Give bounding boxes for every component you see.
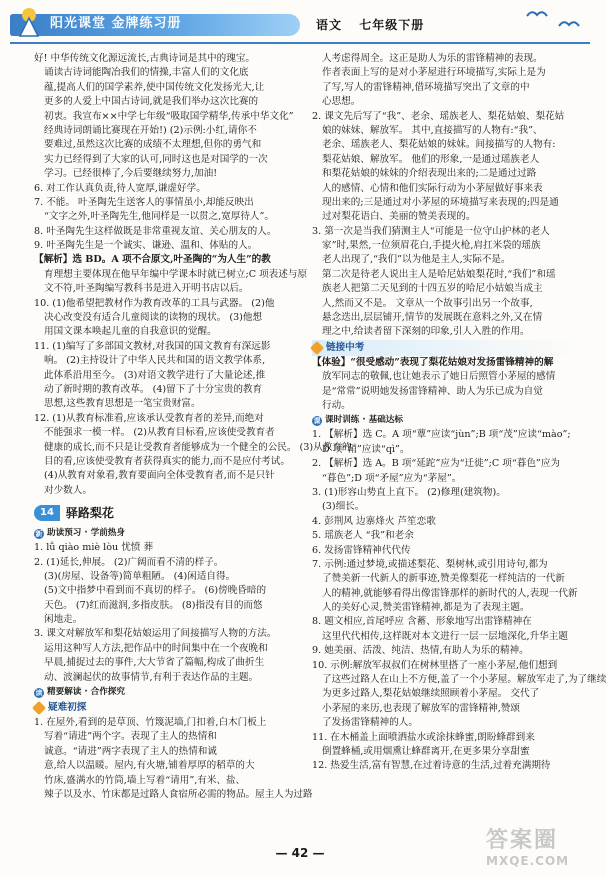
- diamond-icon: [310, 341, 324, 355]
- text-line: 动、波澜起伏的故事情节,有利于表达作品的主题。: [44, 671, 259, 683]
- text-line: 是“常常”说明她发扬雷锋精神、助人为乐已成为自觉: [322, 385, 543, 397]
- answers-top-block: [312, 52, 578, 340]
- answer-item: 12. 热爱生活,富有智慧,在过着诗意的生活,过着充满期待: [312, 760, 551, 772]
- answer-item: 10. (1)他希望把教材作为教育改革的工具与武器。 (2)他: [34, 297, 275, 309]
- text-line: (3)细长。: [322, 501, 365, 513]
- text-line: 育理想主要体现在他早年编中学课本时就已树立;C 项表述与原: [44, 268, 308, 280]
- bird-icon: [526, 8, 548, 20]
- header-rule: [10, 42, 590, 44]
- text-line: 行动。: [322, 399, 351, 411]
- grade-label: 七年级下册: [359, 18, 425, 32]
- text-line: 目的看,应该使受教育者获得真实的能力,而不是应付考试。: [44, 455, 290, 467]
- site-watermark: [486, 828, 590, 872]
- right-column: [312, 52, 606, 774]
- text-line: 了这些过路人在山上不方便,盖了一个小茅屋。解放军走了,为了继续: [322, 674, 606, 686]
- answer-item: 1. 在屋外,看到的是草顶、竹篾泥墙,门扣着,白木门板上: [34, 717, 267, 729]
- text-line: 实力已经得到了大家的认可,同时这也是对国学的一次: [44, 153, 268, 165]
- text-line: 人的美好心灵,赞美雷锋精神,都是为了表现主题。: [322, 602, 530, 614]
- text-line: 用国文课本唤起儿童的自我意识的觉醒。: [44, 326, 217, 338]
- section-heading-preview: [34, 526, 300, 541]
- text-line: 为更多过路人,梨花姑娘继续照顾着小茅屋。 交代了: [322, 688, 540, 700]
- text-line: 了写,写人的雷锋精神,借环境描写突出了文章的中: [322, 81, 530, 93]
- subsection-heading-doubt: [34, 700, 300, 716]
- text-line: 要难过,虽然这次比赛的成绩不太理想,但你的勇气和: [44, 139, 262, 151]
- text-line: (4)从教育对象看,教育要面向全体受教育者,而不是只针: [44, 470, 275, 482]
- section-heading-practice: [312, 413, 578, 428]
- answer-item: 6. 对工作认真负责,待人宽厚,谦虚好学。: [34, 182, 206, 194]
- text-line: 不能强求一模一样。 (2)从教育目标看,应该使受教育者: [44, 427, 275, 439]
- text-line: 小茅屋的来历,也表现了解放军的雷锋精神,赞颂: [322, 702, 520, 714]
- text-line: 思想,这些教育思想是一笔宝贵财富。: [44, 398, 201, 410]
- text-line: 初衷。我宣布××中学七年级“吸取国学精华,传承中华文化”: [44, 110, 294, 122]
- text-line: 和梨花姑娘的妹妹的介绍表现出来的;二是通过过路: [322, 168, 537, 180]
- text-line: 老余、瑶族老人、梨花姑娘的妹妹。间接描写的人物有:: [322, 139, 556, 151]
- bird-icon: [558, 18, 580, 30]
- answer-item: 1. lǚ qiào miè lòu 忧愤 葬: [34, 542, 154, 554]
- text-line: 决心改变没有适合儿童阅读的读物的现状。 (3)他想: [44, 312, 263, 324]
- text-line: 了发扬雷锋精神的人。: [322, 717, 418, 729]
- answer-item: 4. 彭荆风 边寨烽火 芦笙恋歌: [312, 515, 436, 527]
- answer-item: 9. 她美丽、活泼、纯洁、热情,有助人为乐的精神。: [312, 645, 529, 657]
- text-line: 运用这种写人方法,把作品中的时间集中在一个夜晚和: [44, 642, 268, 654]
- text-line: 老人出现了,“我们”以为他是主人,实际不是。: [322, 254, 511, 266]
- text-line: 更多的人爱上中国古诗词,就是我们举办这次比赛的: [44, 96, 259, 108]
- section-label: 助读预习 · 学前热身: [47, 528, 125, 539]
- text-line: 放军同志的敬佩,也让她表示了她日后照管小茅屋的感情: [322, 371, 556, 383]
- analysis-line: 【解析】选 BD。A 项不合原文,叶圣陶的“为人生”的教: [34, 254, 271, 266]
- text-line: 人的精神,就能够看得出像雷锋那样的新时代的人,表现一代新: [322, 587, 578, 599]
- subsection-label: 链接中考: [326, 341, 365, 353]
- section-label: 课时训练 · 基础达标: [325, 415, 403, 426]
- page-header-banner: [10, 6, 590, 40]
- watermark-top-text: 答案圈: [486, 828, 559, 853]
- answer-item: 3. 第一次是当我们猜测主人“可能是一位守山护林的老人: [312, 225, 550, 237]
- answer-item: 7. 示例:通过梦境,或描述梨花、梨树林,或引用诗句,都为: [312, 558, 548, 570]
- text-line: 第二次是待老人说出主人是哈尼姑娘梨花时,“我们”和瑶: [322, 268, 556, 280]
- text-line: 健康的成长,而不只是让受教育者能够成为一个健全的公民。 (3)从教育的: [44, 441, 352, 453]
- text-line: 过对梨花语白、美丽的赞美表现的。: [322, 211, 476, 223]
- practice-answers-block: [312, 428, 606, 773]
- text-line: 竹床,盛满水的竹筒,墙上写着“请用”,有米、盐、: [44, 774, 246, 786]
- answer-item: 2. 【解析】选 A。B 项“延跎”应为“迁徙”;C 项“暮色”应为: [312, 458, 561, 470]
- section-heading-reading: [34, 685, 300, 700]
- answer-item: 12. (1)从教育标准看,应该承认受教育者的差异,而绝对: [34, 412, 264, 424]
- text-line: 闲地走。: [44, 614, 83, 626]
- text-line: 人,然而又不是。 文章从一个故事引出另一个故事,: [322, 297, 533, 309]
- link-answers-block: [312, 356, 578, 414]
- preview-answers-block: [34, 541, 300, 685]
- doubt-answers-block: [34, 716, 313, 802]
- text-line: “暮色”;D 项“矛屋”应为“茅屋”。: [322, 472, 462, 484]
- section-badge-icon: 课: [313, 416, 321, 425]
- text-line: 人考虑得周全。这正是助人为乐的雷锋精神的表现。: [322, 53, 543, 64]
- series-title: 阳光课堂 金牌练习册: [50, 16, 182, 31]
- text-line: (5)文中指梦中看到而不真切的样子。 (6)傍晚昏暗的: [44, 585, 267, 597]
- subject-label: 语文: [316, 18, 343, 32]
- experience-line: 【体验】“很受感动”表现了梨花姑娘对发扬雷锋精神的解: [312, 356, 554, 368]
- answer-item: 10. 示例:解放军叔叔们在树林里搭了一座小茅屋,他们想到: [312, 659, 558, 671]
- text-line: 经典诗词朗诵比赛现在开始!) (2)示例:小红,请你不: [44, 124, 257, 136]
- text-line: D 项“鞘”应读“qì”。: [322, 443, 410, 455]
- section-label: 精要解读 · 合作探究: [47, 687, 125, 698]
- section-badge-icon: 读: [35, 688, 43, 697]
- text-line: 作者表面上写的是对小茅屋进行环境描写,实际上是为: [322, 67, 546, 79]
- text-line: 悬念迭出,层层铺开,情节的发展既在意料之外,又在情: [322, 312, 543, 324]
- answer-item: 3. (1)形容山势直上直下。 (2)修理(建筑物)。: [312, 486, 506, 498]
- text-line: 好! 中华传统文化源远流长,古典诗词是其中的瑰宝。: [34, 53, 256, 64]
- text-line: 文不符,叶圣陶编写教科书是进入开明书店以后。: [44, 283, 249, 295]
- answer-item: 2. 课文先后写了“我”、老余、瑶族老人、梨花姑娘、梨花姑: [312, 110, 565, 122]
- answer-item: 3. 课文对解放军和梨花姑娘运用了间接描写人物的方法。: [34, 628, 277, 640]
- answer-item: 9. 叶圣陶先生是一个诚实、谦逊、温和、体贴的人。: [34, 240, 258, 252]
- page-number: — 42 —: [275, 846, 325, 860]
- text-line: 动了新时期的教育改革。 (4)留下了十分宝贵的教育: [44, 383, 263, 395]
- text-line: 诵读古诗词能陶冶我们的情操,丰富人们的文化底: [44, 67, 249, 79]
- subsection-heading-link: [312, 340, 578, 356]
- answer-item: 7. 不能。 叶圣陶先生送客人的事情虽小,却能反映出: [34, 196, 254, 208]
- text-line: 蕴,提高人们的国学素养,使中国传统文化发扬光大,让: [44, 81, 265, 93]
- section-badge-icon: 新: [35, 529, 43, 538]
- text-line: 家”时,果然,一位须眉花白,手提火枪,肩扛米袋的瑶族: [322, 240, 541, 252]
- subsection-label: 疑难初探: [48, 702, 87, 714]
- answer-item: 8. 题文相应,首尾呼应 含蓄、形象地写出雷锋精神在: [312, 616, 532, 628]
- header-subject-grade: [316, 18, 436, 32]
- lesson-number-badge: 14: [34, 505, 60, 521]
- text-line: 心思想。: [322, 96, 361, 108]
- diamond-icon: [32, 701, 46, 715]
- text-line: (3)(房屋、设备等)简单粗陋。 (4)闲适自得。: [44, 570, 236, 582]
- text-line: 了赞美新一代新人的新事迹,赞美像梨花一样纯洁的一代新: [322, 573, 565, 585]
- text-line: 对少数人。: [44, 484, 92, 496]
- lesson-title: 驿路梨花: [65, 505, 114, 520]
- text-line: 写着“请进”两个字。表现了主人的热情和: [44, 731, 217, 743]
- answers-top-block: [34, 52, 300, 253]
- text-line: 天色。 (7)红而滋润,多指皮肤。 (8)指没有目的而悠: [44, 599, 263, 611]
- text-line: 倒置蜂桶,或用烟熏让蜂群离开,在更多果分享甜蜜: [322, 745, 530, 757]
- sun-sail-logo-icon: [16, 6, 42, 38]
- text-line: 早晨,捕捉过去的事件,大大节省了篇幅,构成了曲折生: [44, 657, 265, 669]
- answer-item: 11. (1)编写了多部国文教材,对我国的国文教育有深远影: [34, 340, 271, 352]
- text-line: “文字之外,叶圣陶先生,他同样是一以贯之,宽厚待人”。: [44, 211, 275, 223]
- lesson-heading: [34, 502, 300, 524]
- answer-item: 2. (1)延长,伸展。 (2)广阔而看不清的样子。: [34, 556, 224, 568]
- answer-item: 5. 瑶族老人 “我”和老余: [312, 530, 414, 542]
- text-line: 此体系沿用至今。 (3)对语文教学进行了大量论述,推: [44, 369, 266, 381]
- text-line: 学习。已经很棒了,今后要继续努力,加油!: [44, 168, 218, 180]
- text-line: 现出来的;三是通过对小茅屋的环境描写来表现的;四是通: [322, 196, 559, 208]
- text-line: 这里代代相传,这样既对本文进行一层一层地深化,升华主题: [322, 630, 568, 642]
- text-line: 梨花姑娘、解放军。 他们的形象,一是通过瑶族老人: [322, 153, 540, 165]
- text-line: 娘的妹妹、解放军。 其中,直接描写的人物有:“我”、: [322, 124, 543, 136]
- watermark-bottom-text: MXQE.COM: [486, 854, 570, 868]
- text-line: 人的感情、心情和他们实际行动为小茅屋做好事来表: [322, 182, 543, 194]
- text-line: 诚意。“请进”两字表现了主人的热情和诚: [44, 745, 217, 757]
- text-line: 理之中,给读者留下深刻的印象,引人入胜的作用。: [322, 326, 530, 338]
- answer-item: 8. 叶圣陶先生这样做既是非常重视友谊、关心朋友的人。: [34, 225, 277, 237]
- text-line: 辣子以及水、竹床都是过路人食宿所必需的物品。屋主人为过路: [44, 788, 313, 800]
- text-line: 意,给人以温暖。屋内,有火塘,铺着厚厚的稻草的大: [44, 760, 255, 772]
- answer-item: 11. 在木桶盖上面喷洒盐水或涂抹蜂蜜,朗盼蜂群到来: [312, 731, 535, 743]
- answer-item: 6. 发扬雷锋精神代代传: [312, 544, 411, 556]
- text-line: 响。 (2)主持设计了中华人民共和国的语文教学体系,: [44, 355, 266, 367]
- text-line: 族老人把第二天见到的十四五岁的哈尼小姑娘当成主: [322, 283, 543, 295]
- answer-item: 1. 【解析】选 C。A 项“蕈”应读“jùn”;B 项“茂”应读“mào”;: [312, 429, 571, 441]
